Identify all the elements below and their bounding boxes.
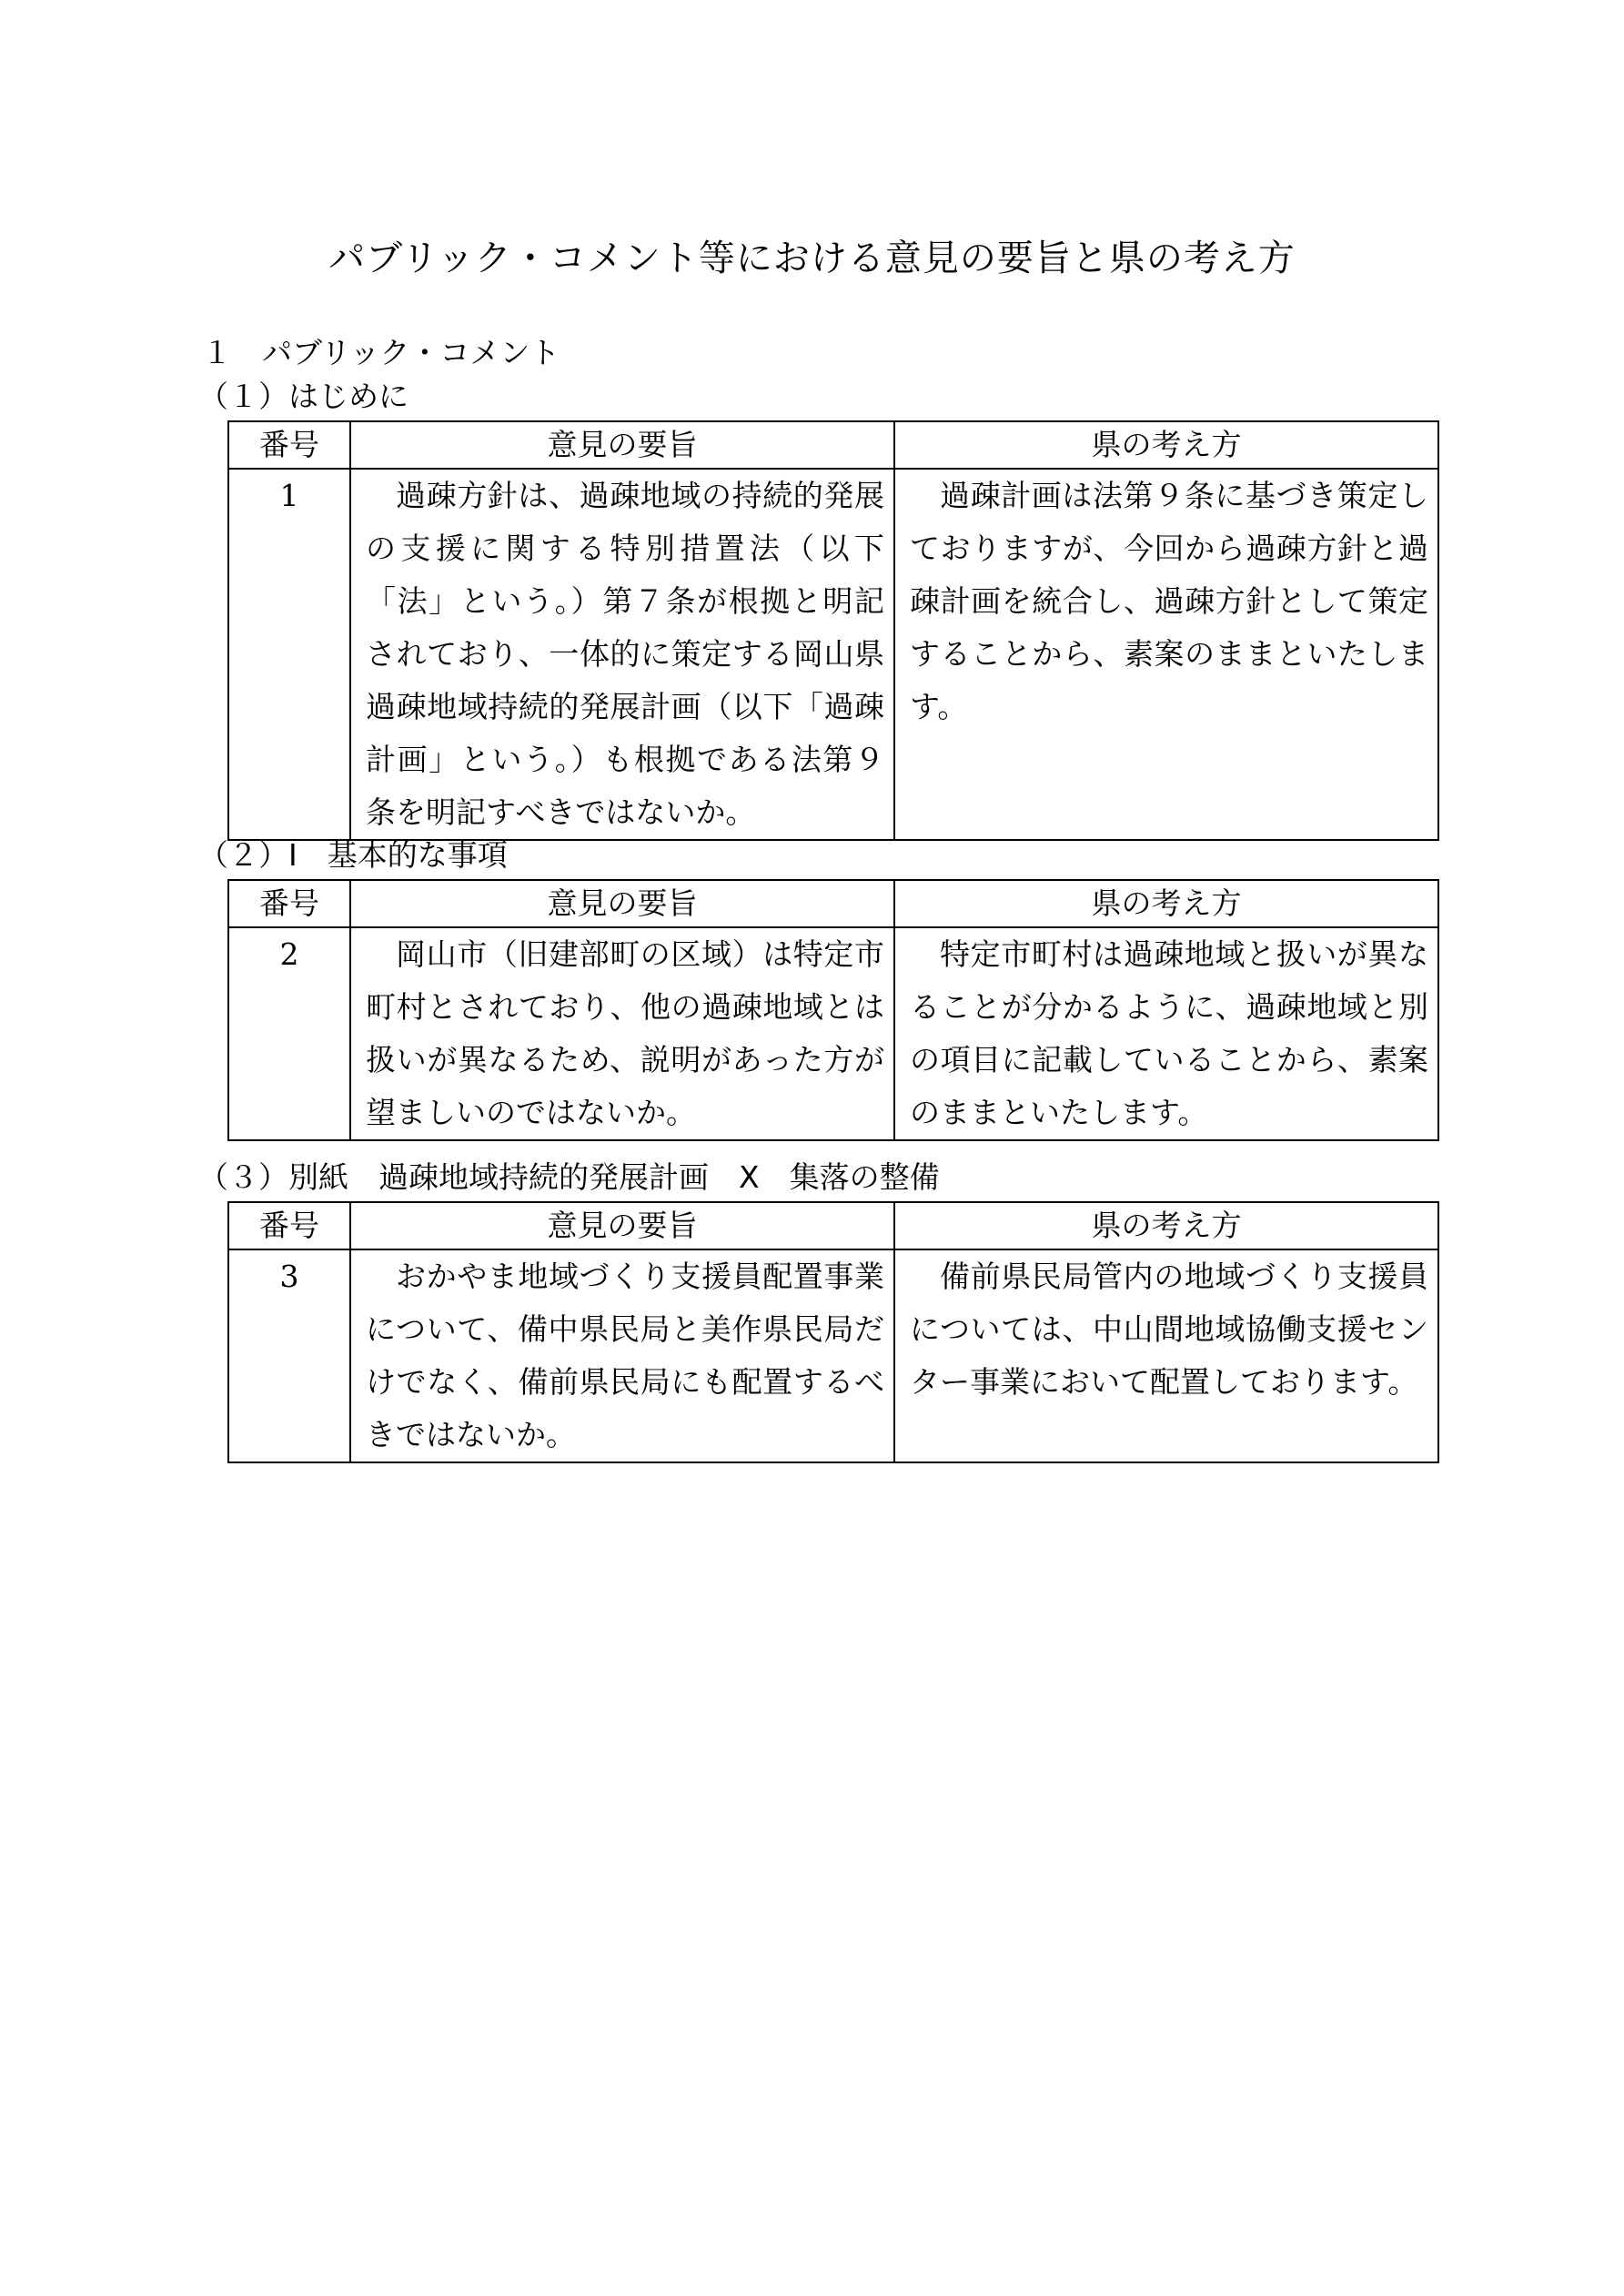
column-header-response: 県の考え方 [894, 880, 1438, 927]
subsection-heading-introduction: （１）はじめに [198, 379, 409, 414]
table-header-row [228, 880, 1438, 927]
subsection-heading-basic-matters: （２）Ⅰ 基本的な事項 [198, 837, 508, 873]
column-header-opinion: 意見の要旨 [350, 1202, 894, 1249]
section-heading-public-comment: １ パブリック・コメント [202, 335, 560, 370]
row-number: 3 [228, 1249, 350, 1462]
response-text: 過疎計画は法第９条に基づき策定しておりますが、今回から過疎方針と過疎計画を統合し、過疎方針として策定することから、素案のままといたします。 [894, 469, 1438, 840]
opinion-text: 岡山市（旧建部町の区域）は特定市町村とされており、他の過疎地域とは扱いが異なるため、説明があった方が望ましいのではないか。 [350, 927, 894, 1140]
opinion-text: 過疎方針は、過疎地域の持続的発展の支援に関する特別措置法（以下「法」という。）第７条が根拠と明記されており、一体的に策定する岡山県過疎地域持続的発展計画（以下「過疎計画」という。）も根拠である法第９条を明記すべきではないか。 [350, 469, 894, 840]
row-number: 2 [228, 927, 350, 1140]
column-header-number: 番号 [228, 1202, 350, 1249]
table-row [228, 1249, 1438, 1462]
opinion-table-settlement-development [227, 1201, 1439, 1463]
column-header-number: 番号 [228, 880, 350, 927]
table-row [228, 469, 1438, 840]
table-row [228, 927, 1438, 1140]
column-header-number: 番号 [228, 421, 350, 469]
column-header-opinion: 意見の要旨 [350, 421, 894, 469]
response-text: 特定市町村は過疎地域と扱いが異なることが分かるように、過疎地域と別の項目に記載していることから、素案のままといたします。 [894, 927, 1438, 1140]
opinion-table-basic-matters [227, 879, 1439, 1141]
document-title: パブリック・コメント等における意見の要旨と県の考え方 [328, 238, 1296, 279]
column-header-response: 県の考え方 [894, 1202, 1438, 1249]
column-header-opinion: 意見の要旨 [350, 880, 894, 927]
table-header-row [228, 1202, 1438, 1249]
column-header-response: 県の考え方 [894, 421, 1438, 469]
opinion-table-introduction [227, 420, 1439, 841]
row-number: 1 [228, 469, 350, 840]
response-text: 備前県民局管内の地域づくり支援員については、中山間地域協働支援センター事業において配置しております。 [894, 1249, 1438, 1462]
table-header-row [228, 421, 1438, 469]
opinion-text: おかやま地域づくり支援員配置事業について、備中県民局と美作県民局だけでなく、備前県民局にも配置するべきではないか。 [350, 1249, 894, 1462]
subsection-heading-settlement-development: （３）別紙 過疎地域持続的発展計画 Ⅹ 集落の整備 [198, 1159, 940, 1195]
